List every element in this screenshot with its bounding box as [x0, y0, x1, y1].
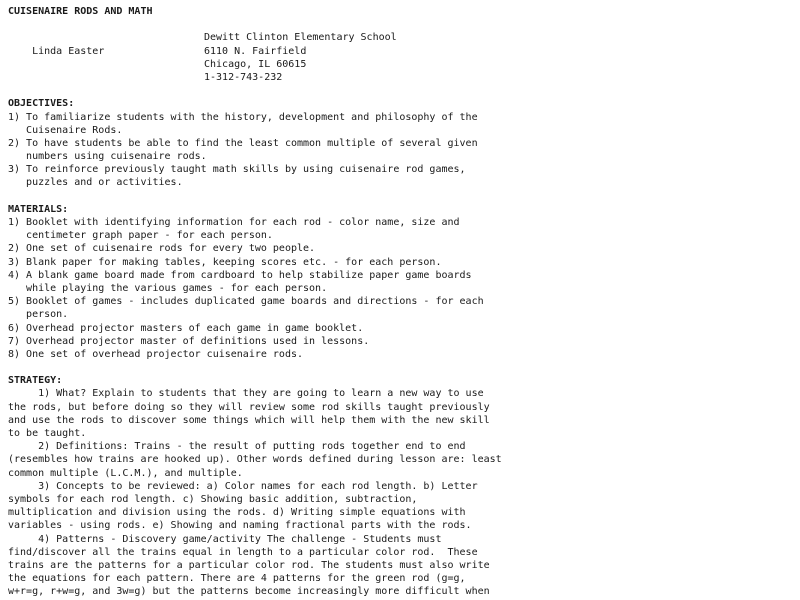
text-line: 3) Concepts to be reviewed: a) Color names for each rod length. b) Letter: [8, 480, 478, 492]
text-line: multiplication and division using the rods. d) Writing simple equations with: [8, 507, 466, 519]
text-line: puzzles and or activities.: [8, 177, 183, 189]
author-name: Linda Easter: [32, 45, 105, 57]
text-line: the rods, but before doing so they will review some rod skills taught previously: [8, 401, 490, 413]
text-line: 2) Definitions: Trains - the result of putting rods together end to end: [8, 441, 466, 453]
section-heading: STRATEGY:: [8, 375, 63, 387]
blank-line: [8, 190, 800, 203]
school-name: Dewitt Clinton Elementary School: [204, 32, 397, 44]
document-title: CUISENAIRE RODS AND MATH: [8, 6, 153, 17]
school-address-row: [8, 45, 800, 58]
text-line: find/discover all the trains equal in length to a particular color rod. These: [8, 546, 478, 558]
school-address-city: Chicago, IL 60615: [204, 58, 307, 70]
text-line: symbols for each rod length. c) Showing basic addition, subtraction,: [8, 493, 418, 505]
blank-line: [8, 361, 800, 374]
document-body: [8, 84, 800, 598]
text-line: common multiple (L.C.M.), and multiple.: [8, 467, 243, 479]
school-address-street: 6110 N. Fairfield: [204, 45, 307, 57]
text-line: person.: [8, 309, 69, 321]
text-line: 2) One set of cuisenaire rods for every two people.: [8, 243, 316, 255]
text-line: 1) Booklet with identifying information for each rod - color name, size and: [8, 217, 460, 228]
text-line: 5) Booklet of games - includes duplicated game boards and directions - for each: [8, 296, 484, 308]
text-line: and use the rods to discover some things which will help them with the new skill: [8, 414, 490, 426]
text-line: trains are the patterns for a particular color rod. The students must also write: [8, 559, 490, 571]
text-line: Cuisenaire Rods.: [8, 124, 123, 136]
text-line: numbers using cuisenaire rods.: [8, 151, 207, 163]
text-line: centimeter graph paper - for each person.: [8, 230, 273, 242]
text-line: the equations for each pattern. There are 4 patterns for the green rod (g=g,: [8, 573, 466, 585]
text-line: 6) Overhead projector masters of each game in game booklet.: [8, 322, 364, 334]
text-line: (resembles how trains are hooked up). Other words defined during lesson are: least: [8, 454, 502, 466]
text-line: 2) To have students be able to find the least common multiple of several given: [8, 137, 478, 149]
text-line: w+r=g, r+w=g, and 3w=g) but the patterns become increasingly more difficult when: [8, 586, 490, 598]
text-line: 8) One set of overhead projector cuisenaire rods.: [8, 348, 304, 360]
school-phone-row: [8, 71, 800, 84]
text-line: 4) A blank game board made from cardboard to help stabilize paper game boards: [8, 269, 472, 281]
section-heading: OBJECTIVES:: [8, 98, 75, 110]
text-line: 3) To reinforce previously taught math skills by using cuisenaire rod games,: [8, 164, 466, 176]
text-line: 4) Patterns - Discovery game/activity The challenge - Students must: [8, 533, 442, 545]
school-phone: 1-312-743-232: [204, 71, 283, 83]
text-line: to be taught.: [8, 428, 87, 439]
text-line: 3) Blank paper for making tables, keeping scores etc. - for each person.: [8, 256, 442, 268]
section-heading: MATERIALS:: [8, 203, 69, 215]
text-line: 7) Overhead projector master of definitions used in lessons.: [8, 335, 370, 347]
blank-line: [8, 18, 800, 31]
text-line: 1) What? Explain to students that they are going to learn a new way to use: [8, 388, 484, 400]
text-line: variables - using rods. e) Showing and naming fractional parts with the rods.: [8, 520, 472, 532]
school-city-row: [8, 58, 800, 71]
blank-line: [8, 84, 800, 97]
text-line: while playing the various games - for each person.: [8, 282, 328, 294]
text-line: 1) To familiarize students with the history, development and philosophy of the: [8, 111, 478, 123]
